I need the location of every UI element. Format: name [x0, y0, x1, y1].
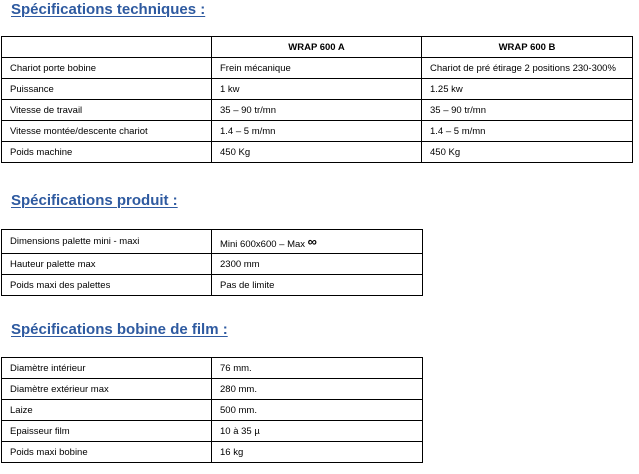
table-row	[2, 379, 423, 400]
table-row	[2, 100, 633, 121]
table-row	[2, 254, 423, 275]
row-value: 76 mm.	[212, 358, 423, 379]
row-label: Laize	[2, 400, 212, 421]
value-wrap-600-b: 1.4 – 5 m/mn	[422, 121, 633, 142]
table-row	[2, 142, 633, 163]
row-label: Diamètre intérieur	[2, 358, 212, 379]
value-wrap-600-a: 1 kw	[212, 79, 422, 100]
table-row	[2, 442, 423, 463]
row-value	[212, 230, 423, 254]
row-label: Puissance	[2, 79, 212, 100]
heading-product-specs: Spécifications produit :	[11, 192, 178, 209]
row-label: Poids maxi des palettes	[2, 275, 212, 296]
heading-technical-specs: Spécifications techniques :	[11, 1, 206, 18]
row-value-text: Mini 600x600 – Max	[220, 239, 306, 250]
table-row	[2, 121, 633, 142]
infinity-icon: ∞	[307, 234, 317, 249]
value-wrap-600-b: 450 Kg	[422, 142, 633, 163]
table-row	[2, 79, 633, 100]
row-value: Pas de limite	[212, 275, 423, 296]
table-row	[2, 275, 423, 296]
table-row	[2, 230, 423, 254]
row-value: 16 kg	[212, 442, 423, 463]
value-wrap-600-b: 1.25 kw	[422, 79, 633, 100]
row-label: Dimensions palette mini - maxi	[2, 230, 212, 254]
row-label: Poids machine	[2, 142, 212, 163]
value-wrap-600-a: 1.4 – 5 m/mn	[212, 121, 422, 142]
value-wrap-600-b: 35 – 90 tr/mn	[422, 100, 633, 121]
technical-specs-table	[1, 36, 633, 163]
film-reel-specs-table	[1, 357, 423, 463]
header-empty-cell	[2, 37, 212, 58]
row-label: Poids maxi bobine	[2, 442, 212, 463]
heading-film-reel-specs: Spécifications bobine de film :	[11, 321, 228, 338]
header-wrap-600-a: WRAP 600 A	[212, 37, 422, 58]
product-specs-table	[1, 229, 423, 296]
header-wrap-600-b: WRAP 600 B	[422, 37, 633, 58]
value-wrap-600-a: Frein mécanique	[212, 58, 422, 79]
row-label: Vitesse de travail	[2, 100, 212, 121]
table-row	[2, 358, 423, 379]
row-label: Vitesse montée/descente chariot	[2, 121, 212, 142]
table-row	[2, 421, 423, 442]
row-value: 10 à 35 µ	[212, 421, 423, 442]
value-wrap-600-a: 35 – 90 tr/mn	[212, 100, 422, 121]
row-label: Diamètre extérieur max	[2, 379, 212, 400]
row-label: Hauteur palette max	[2, 254, 212, 275]
row-value: 500 mm.	[212, 400, 423, 421]
value-wrap-600-a: 450 Kg	[212, 142, 422, 163]
row-value: 2300 mm	[212, 254, 423, 275]
value-wrap-600-b: Chariot de pré étirage 2 positions 230-300%	[422, 58, 633, 79]
row-label: Chariot porte bobine	[2, 58, 212, 79]
table-row	[2, 400, 423, 421]
row-value: 280 mm.	[212, 379, 423, 400]
row-label: Epaisseur film	[2, 421, 212, 442]
table-row	[2, 58, 633, 79]
table-header-row	[2, 37, 633, 58]
